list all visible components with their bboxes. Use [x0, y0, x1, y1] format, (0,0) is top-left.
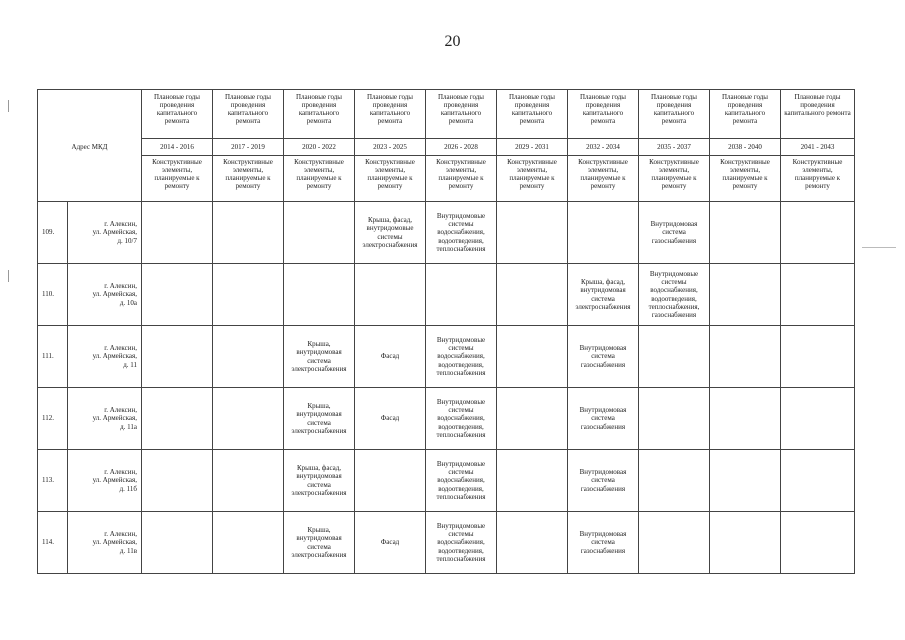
header-corner-cell — [38, 90, 142, 139]
repair-cell: Внутридомовые системы водоснабжения, водоотведения, теплоснабжения — [426, 450, 497, 512]
repair-cell: Крыша, внутридомовая система электроснабжения — [284, 512, 355, 574]
scan-mark — [8, 100, 9, 112]
repair-cell — [710, 450, 781, 512]
header-period: 2041 - 2043 — [781, 139, 855, 156]
repair-cell: Внутридомовые системы водоснабжения, водоотведения, теплоснабжения — [426, 326, 497, 388]
header-planned-years-label: Плановые годы проведения капитального ремонта — [213, 90, 284, 139]
header-elements-label: Конструктивные элементы, планируемые к ремонту — [142, 156, 213, 202]
address-line: г. Алексин, — [104, 220, 137, 229]
header-elements-label: Конструктивные элементы, планируемые к ремонту — [710, 156, 781, 202]
table-row — [38, 202, 855, 264]
repair-cell — [781, 512, 855, 574]
address-line: д. 10/7 — [117, 236, 137, 245]
address-line: г. Алексин, — [104, 530, 137, 539]
repair-cell — [142, 326, 213, 388]
header-planned-years-label: Плановые годы проведения капитального ремонта — [710, 90, 781, 139]
repair-cell — [142, 202, 213, 264]
header-elements-label: Конструктивные элементы, планируемые к ремонту — [781, 156, 855, 202]
address-line: г. Алексин, — [104, 468, 137, 477]
repair-cell: Внутридомовая система газоснабжения — [639, 202, 710, 264]
repair-cell: Фасад — [355, 512, 426, 574]
address-line: д. 11в — [119, 546, 137, 555]
repair-cell: Внутридомовая система газоснабжения — [568, 326, 639, 388]
table-row — [38, 326, 855, 388]
header-elements-label: Конструктивные элементы, планируемые к ремонту — [639, 156, 710, 202]
header-planned-years-label: Плановые годы проведения капитального ремонта — [781, 90, 855, 139]
repair-cell — [710, 202, 781, 264]
header-planned-years-label: Плановые годы проведения капитального ремонта — [639, 90, 710, 139]
repair-cell — [781, 450, 855, 512]
repair-cell — [497, 388, 568, 450]
header-period: 2020 - 2022 — [284, 139, 355, 156]
repair-cell: Фасад — [355, 388, 426, 450]
repair-cell — [639, 450, 710, 512]
repair-cell: Внутридомовые системы водоснабжения, водоотведения, теплоснабжения — [426, 388, 497, 450]
repair-cell — [497, 202, 568, 264]
repair-cell — [213, 450, 284, 512]
header-planned-years-label: Плановые годы проведения капитального ремонта — [497, 90, 568, 139]
header-planned-years-label: Плановые годы проведения капитального ремонта — [284, 90, 355, 139]
header-planned-years-label: Плановые годы проведения капитального ремонта — [426, 90, 497, 139]
repair-cell — [710, 264, 781, 326]
repair-cell — [213, 326, 284, 388]
repair-cell — [781, 326, 855, 388]
header-period: 2038 - 2040 — [710, 139, 781, 156]
repair-cell — [355, 264, 426, 326]
repair-cell — [497, 326, 568, 388]
header-row-elements — [38, 156, 855, 202]
repair-cell — [497, 450, 568, 512]
repair-cell — [213, 264, 284, 326]
address-line: д. 11 — [123, 360, 137, 369]
header-period: 2035 - 2037 — [639, 139, 710, 156]
repair-cell: Крыша, фасад, внутридомовая система электроснабжения — [284, 450, 355, 512]
address-line: ул. Армейская, — [92, 414, 137, 423]
header-period: 2029 - 2031 — [497, 139, 568, 156]
header-period: 2023 - 2025 — [355, 139, 426, 156]
repair-cell — [497, 264, 568, 326]
repair-cell: Фасад — [355, 326, 426, 388]
repair-cell: Внутридомовые системы водоснабжения, водоотведения, теплоснабжения, газоснабжения — [639, 264, 710, 326]
header-period: 2017 - 2019 — [213, 139, 284, 156]
repair-cell — [639, 326, 710, 388]
repair-cell — [142, 512, 213, 574]
row-number: 109. — [38, 202, 68, 264]
address-line: д. 10а — [119, 298, 137, 307]
scan-mark — [8, 270, 9, 282]
repair-cell — [142, 450, 213, 512]
repair-cell — [710, 326, 781, 388]
repair-cell: Крыша, фасад, внутридомовые системы электроснабжения — [355, 202, 426, 264]
address-line: ул. Армейская, — [92, 228, 137, 237]
scan-mark — [862, 247, 896, 248]
header-address-label: Адрес МКД — [38, 139, 142, 156]
repair-cell — [781, 264, 855, 326]
repair-cell — [213, 512, 284, 574]
repair-cell — [426, 264, 497, 326]
table-row — [38, 264, 855, 326]
repair-cell — [781, 202, 855, 264]
header-address-blank — [38, 156, 142, 202]
header-planned-years-label: Плановые годы проведения капитального ремонта — [568, 90, 639, 139]
repair-cell — [284, 202, 355, 264]
page-number: 20 — [444, 33, 461, 50]
header-elements-label: Конструктивные элементы, планируемые к ремонту — [497, 156, 568, 202]
address-line: ул. Армейская, — [92, 476, 137, 485]
repair-cell — [710, 388, 781, 450]
header-planned-years-label: Плановые годы проведения капитального ремонта — [355, 90, 426, 139]
repair-cell — [710, 512, 781, 574]
address-line: ул. Армейская, — [92, 290, 137, 299]
repair-cell: Крыша, фасад, внутридомовая система электроснабжения — [568, 264, 639, 326]
address-line: ул. Армейская, — [92, 538, 137, 547]
repair-cell: Внутридомовая система газоснабжения — [568, 512, 639, 574]
row-address — [68, 388, 142, 450]
header-row-planned-years — [38, 90, 855, 139]
table-row — [38, 512, 855, 574]
capital-repair-schedule-table — [37, 89, 855, 574]
repair-cell — [284, 264, 355, 326]
repair-cell — [142, 264, 213, 326]
repair-cell: Внутридомовая система газоснабжения — [568, 450, 639, 512]
header-planned-years-label: Плановые годы проведения капитального ремонта — [142, 90, 213, 139]
address-line: г. Алексин, — [104, 406, 137, 415]
address-line: д. 11а — [120, 422, 137, 431]
repair-cell — [213, 202, 284, 264]
repair-cell: Внутридомовая система газоснабжения — [568, 388, 639, 450]
table-row — [38, 388, 855, 450]
row-number: 110. — [38, 264, 68, 326]
repair-cell — [639, 388, 710, 450]
header-elements-label: Конструктивные элементы, планируемые к ремонту — [426, 156, 497, 202]
row-address — [68, 512, 142, 574]
repair-cell — [781, 388, 855, 450]
repair-cell — [142, 388, 213, 450]
repair-cell — [213, 388, 284, 450]
row-address — [68, 264, 142, 326]
address-line: ул. Армейская, — [92, 352, 137, 361]
row-number: 112. — [38, 388, 68, 450]
row-address — [68, 326, 142, 388]
header-elements-label: Конструктивные элементы, планируемые к ремонту — [213, 156, 284, 202]
repair-cell: Крыша, внутридомовая система электроснабжения — [284, 388, 355, 450]
header-elements-label: Конструктивные элементы, планируемые к ремонту — [284, 156, 355, 202]
row-address — [68, 202, 142, 264]
repair-cell: Внутридомовые системы водоснабжения, водоотведения, теплоснабжения — [426, 512, 497, 574]
repair-cell: Крыша, внутридомовая система электроснабжения — [284, 326, 355, 388]
row-number: 113. — [38, 450, 68, 512]
header-period: 2026 - 2028 — [426, 139, 497, 156]
address-line: г. Алексин, — [104, 344, 137, 353]
row-number: 114. — [38, 512, 68, 574]
row-address — [68, 450, 142, 512]
header-elements-label: Конструктивные элементы, планируемые к ремонту — [568, 156, 639, 202]
repair-cell — [355, 450, 426, 512]
repair-cell — [639, 512, 710, 574]
table-row — [38, 450, 855, 512]
header-elements-label: Конструктивные элементы, планируемые к ремонту — [355, 156, 426, 202]
address-line: д. 11б — [119, 484, 137, 493]
row-number: 111. — [38, 326, 68, 388]
header-row-periods — [38, 139, 855, 156]
header-period: 2032 - 2034 — [568, 139, 639, 156]
address-line: г. Алексин, — [104, 282, 137, 291]
header-period: 2014 - 2016 — [142, 139, 213, 156]
repair-cell — [568, 202, 639, 264]
repair-cell: Внутридомовые системы водоснабжения, водоотведения, теплоснабжения — [426, 202, 497, 264]
repair-cell — [497, 512, 568, 574]
